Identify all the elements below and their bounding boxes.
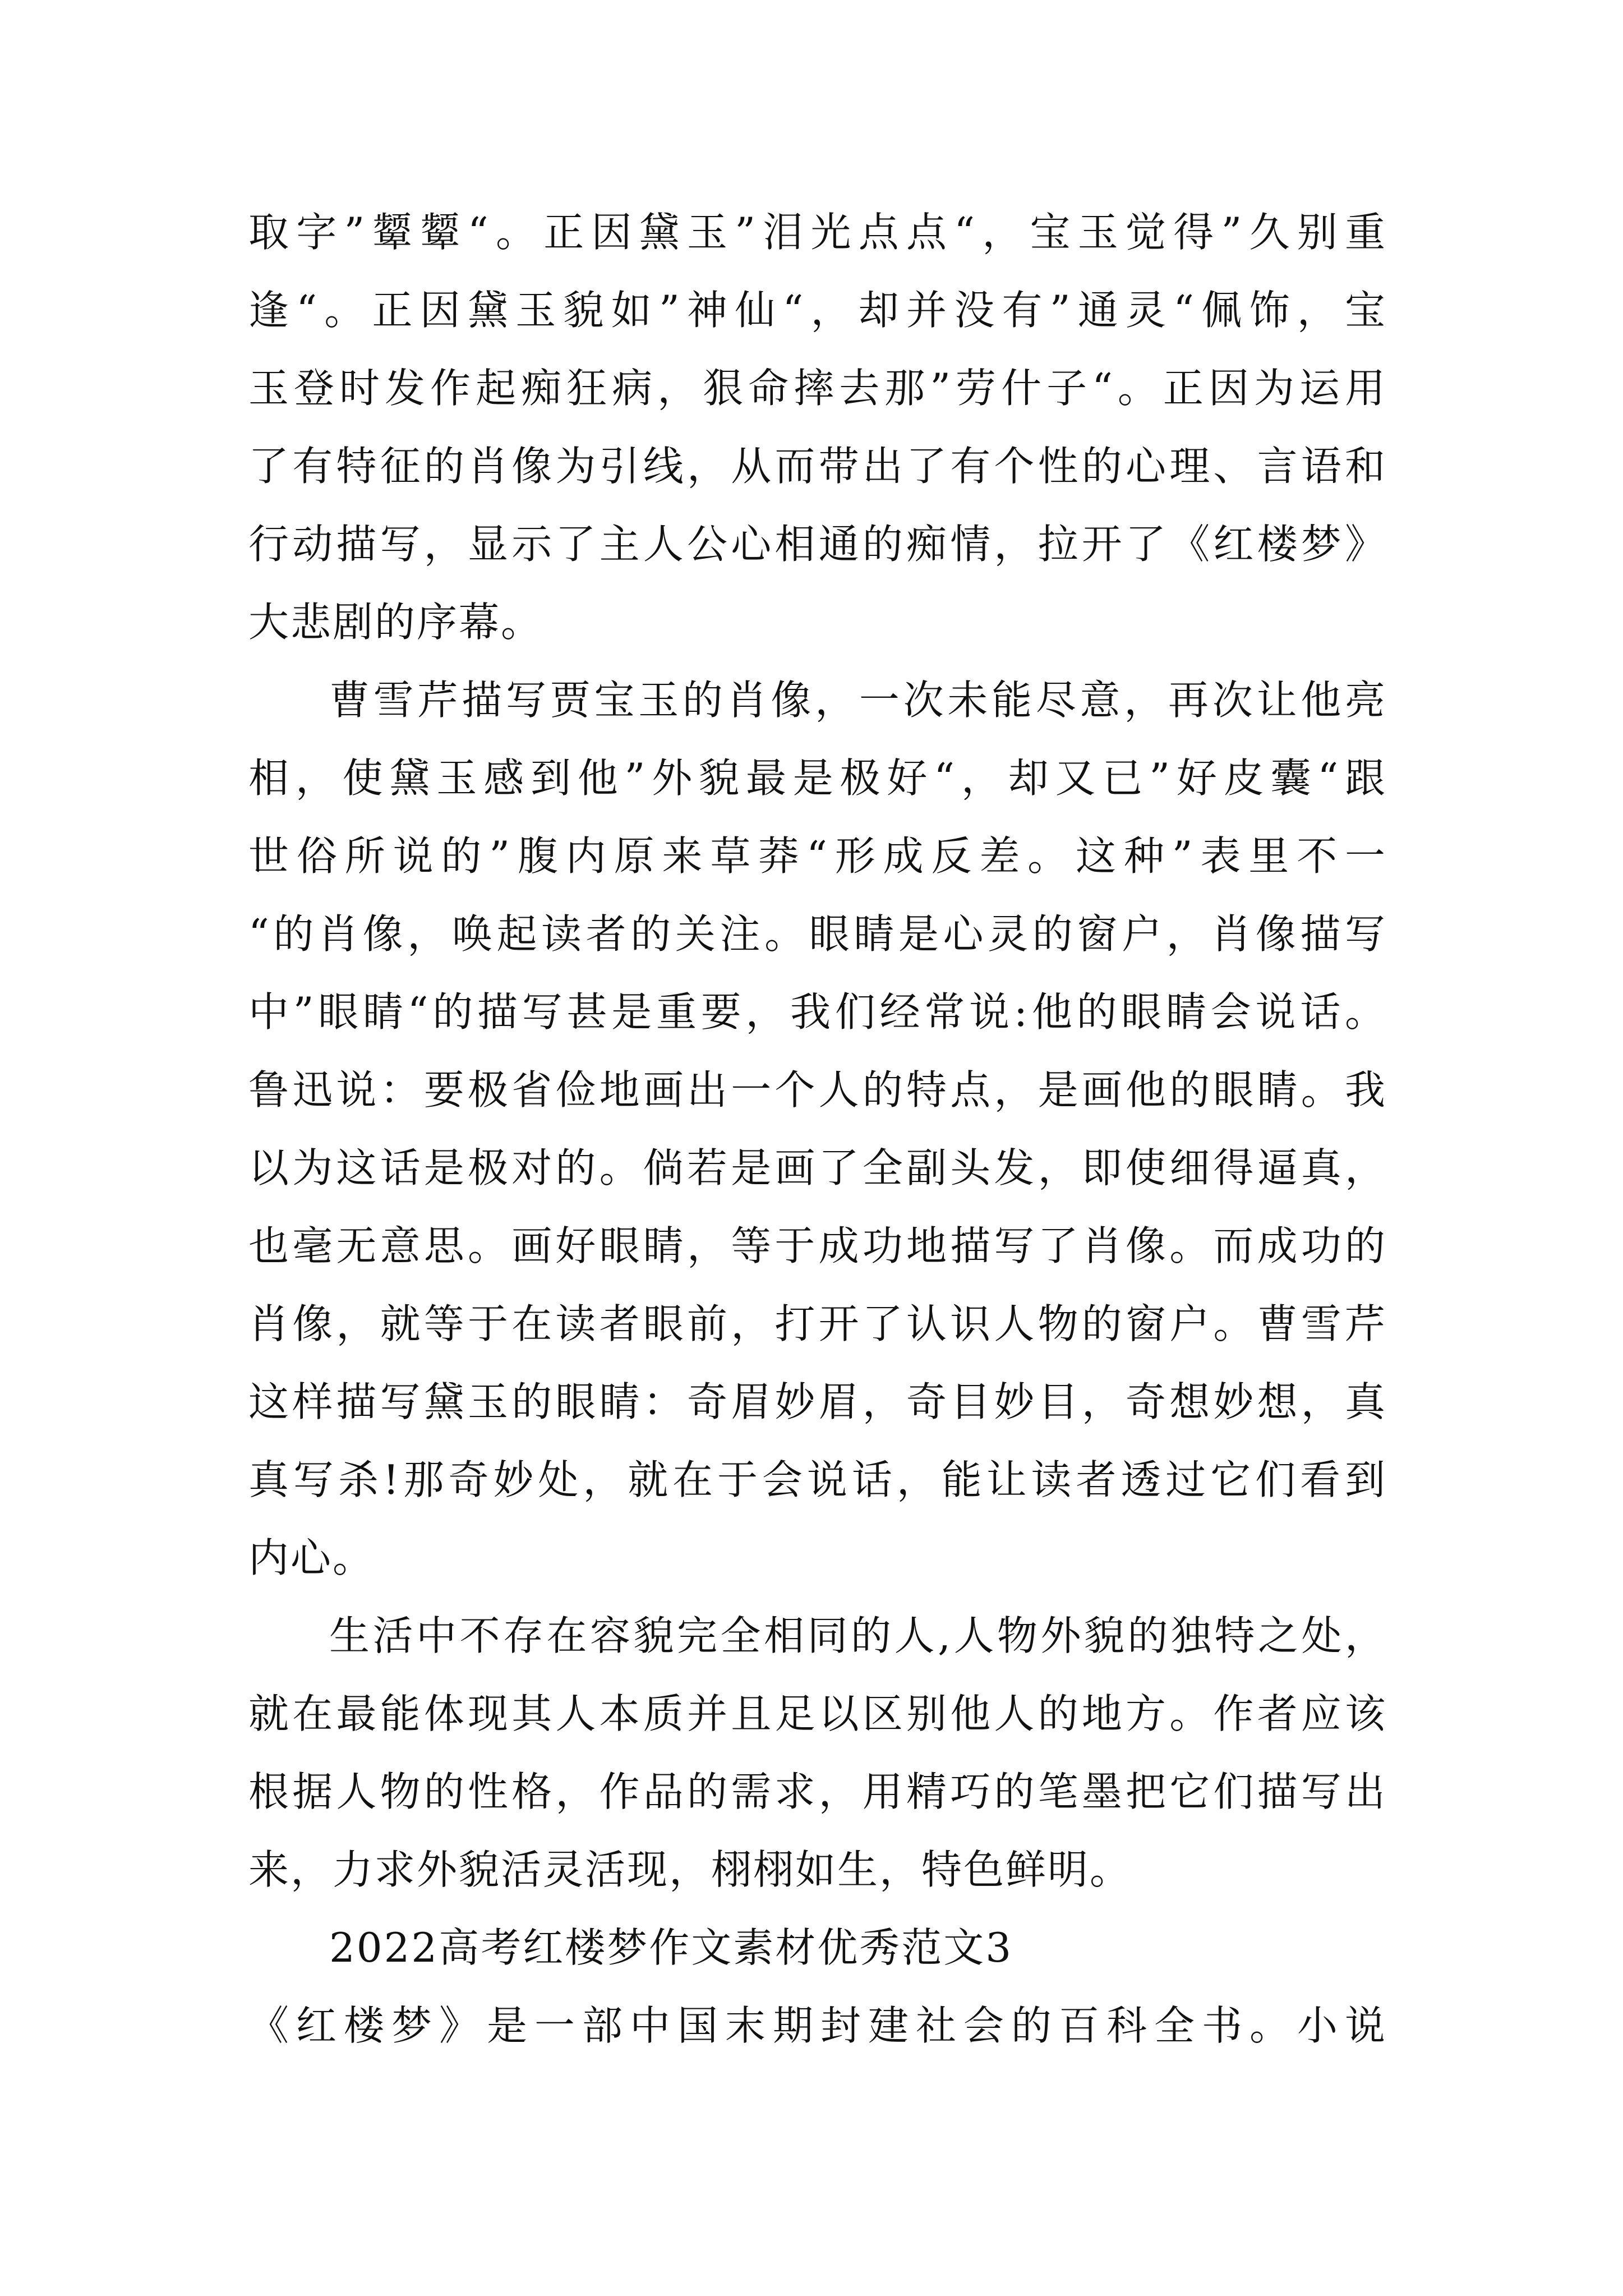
- text-line: 《红楼梦》是一部中国末期封建社会的百科全书。小说: [248, 2002, 1387, 2049]
- text-line: 也毫无意思。画好眼睛，等于成功地描写了肖像。而成功的: [248, 1222, 1387, 1269]
- text-line: 大悲剧的序幕。: [248, 599, 543, 646]
- text-line: 内心。: [248, 1534, 375, 1581]
- text-line: “的肖像，唤起读者的关注。眼睛是心灵的窗户，肖像描写: [248, 910, 1387, 958]
- text-line: 中”眼睛“的描写甚是重要，我们经常说:他的眼睛会说话。: [248, 988, 1387, 1036]
- text-line: 取字”颦颦“。正因黛玉”泪光点点“，宝玉觉得”久别重: [248, 209, 1387, 256]
- text-line: 逢“。正因黛玉貌如”神仙“，却并没有”通灵“佩饰，宝: [248, 287, 1387, 334]
- text-line: 鲁迅说：要极省俭地画出一个人的特点，是画他的眼睛。我: [248, 1066, 1387, 1114]
- paragraph-first-line: 生活中不存在容貌完全相同的人,人物外貌的独特之处，: [329, 1612, 1387, 1659]
- text-line: 真写杀!那奇妙处，就在于会说话，能让读者透过它们看到: [248, 1456, 1387, 1503]
- text-line: 行动描写，显示了主人公心相通的痴情，拉开了《红楼梦》: [248, 521, 1387, 568]
- text-line: 玉登时发作起痴狂病，狠命摔去那”劳什子“。正因为运用: [248, 365, 1387, 412]
- text-line: 根据人物的性格，作品的需求，用精巧的笔墨把它们描写出: [248, 1768, 1387, 1815]
- text-line: 来，力求外貌活灵活现，栩栩如生，特色鲜明。: [248, 1846, 1132, 1893]
- text-line: 了有特征的肖像为引线，从而带出了有个性的心理、言语和: [248, 443, 1387, 490]
- text-line: 世俗所说的”腹内原来草莽“形成反差。这种”表里不一: [248, 832, 1387, 880]
- text-line: 就在最能体现其人本质并且足以区别他人的地方。作者应该: [248, 1690, 1387, 1737]
- section-heading: 2022高考红楼梦作文素材优秀范文3: [329, 1924, 1013, 1971]
- paragraph-first-line: 曹雪芹描写贾宝玉的肖像，一次未能尽意，再次让他亮: [329, 677, 1387, 724]
- text-line: 肖像，就等于在读者眼前，打开了认识人物的窗户。曹雪芹: [248, 1300, 1387, 1347]
- text-line: 相，使黛玉感到他”外貌最是极好“，却又已”好皮囊“跟: [248, 754, 1387, 802]
- text-line: 以为这话是极对的。倘若是画了全副头发，即使细得逼真，: [248, 1144, 1387, 1191]
- text-line: 这样描写黛玉的眼睛：奇眉妙眉，奇目妙目，奇想妙想，真: [248, 1378, 1387, 1425]
